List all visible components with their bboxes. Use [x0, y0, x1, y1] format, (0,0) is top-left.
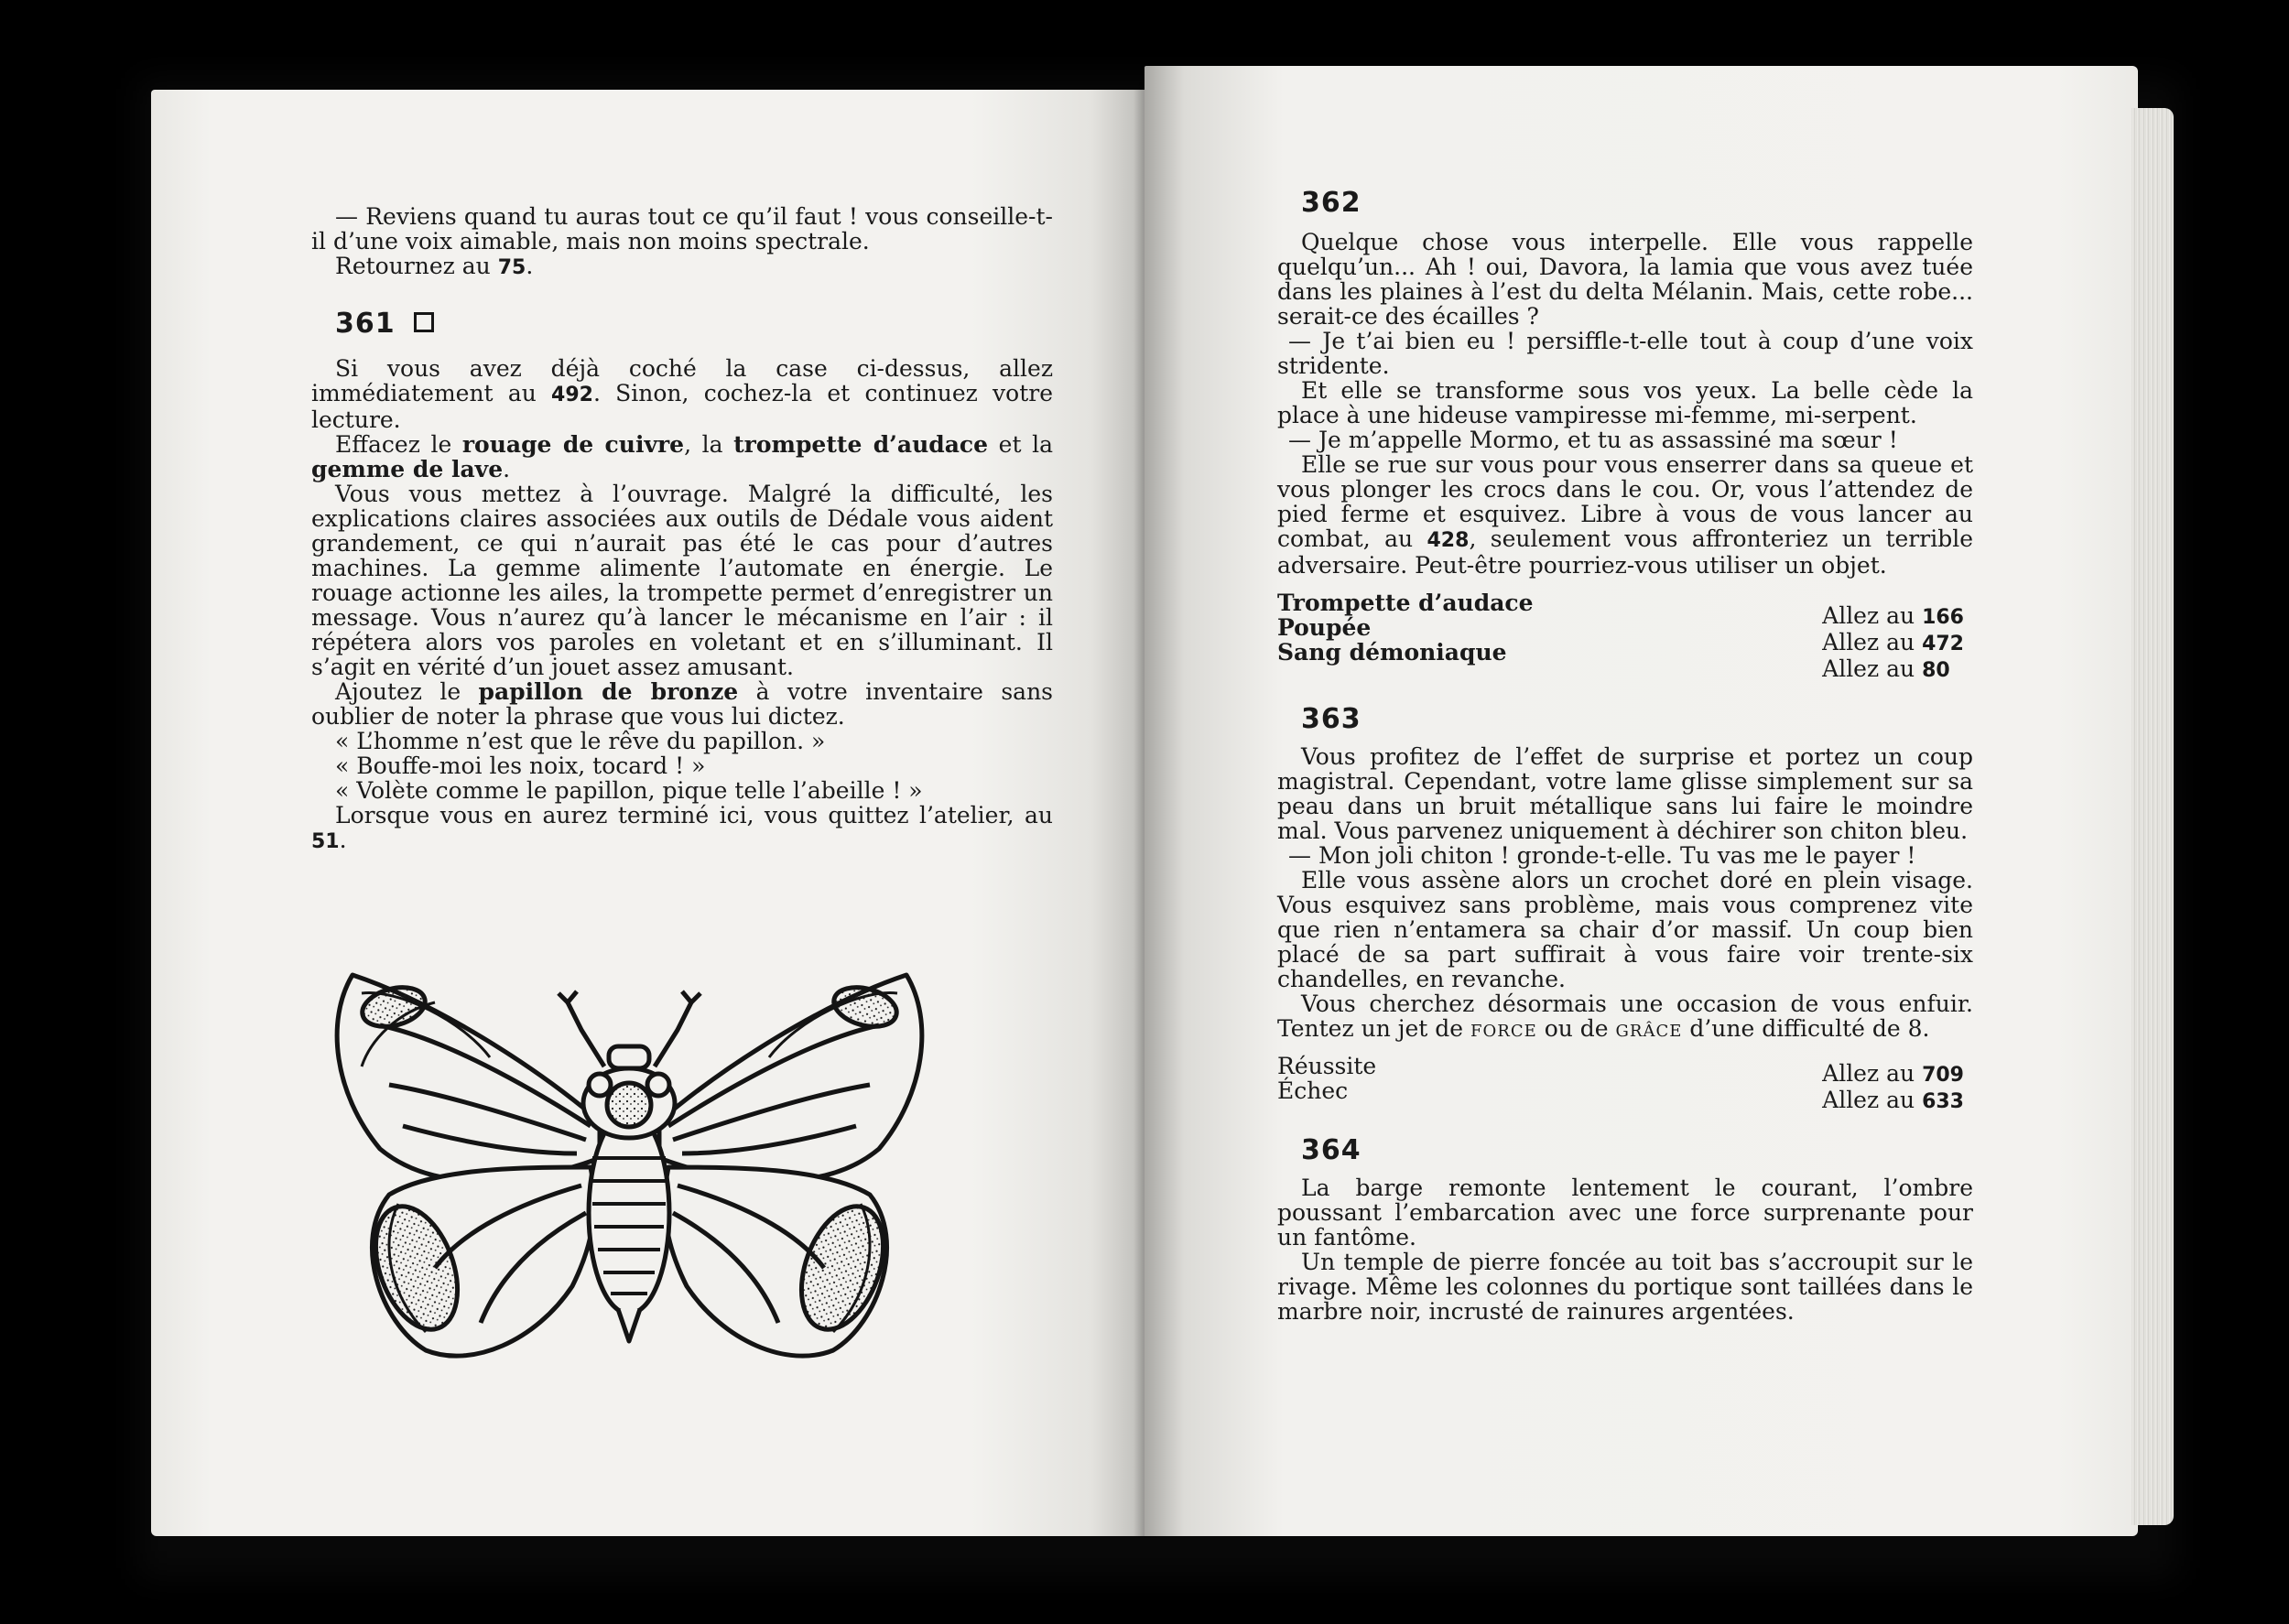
s361-p1-a: Si vous avez déjà coché la case ci-dessus, allez immédiatement au: [311, 355, 1053, 406]
goto-prefix: Allez au: [1822, 602, 1923, 629]
section-361-p4: [311, 679, 1053, 729]
s361-p2-a: Effacez le: [335, 431, 462, 458]
return-suffix: .: [526, 253, 534, 279]
s363-p4-a: Vous cherchez désormais une occasion de vous enfuir. Tentez un jet de: [1277, 991, 1973, 1042]
choice-label: Poupée: [1277, 614, 1372, 641]
section-361-p3: Vous vous mettez à l’ouvrage. Malgré la difficulté, les explications claires associées aux outils de Dédale vous aident grandement, ce qui n’aurait pas été le cas pour d’autres machines. La gemme alimente l’automate en énergie. Le rouage actionne les ailes, la trompette permet d’enregistrer un message. Vous n’aurez qu’à lancer le mécanisme en l’air : il répétera alors vos paroles en voletant et en s’illuminant. Il s’agit en vérité d’un jouet assez amusant.: [311, 481, 1053, 680]
goto-number[interactable]: 472: [1922, 633, 1964, 655]
item-rouage: rouage de cuivre: [461, 431, 685, 458]
item-trompette: trompette d’audace: [733, 431, 989, 458]
section-363-p3: Elle vous assène alors un crochet doré en plein visage. Vous esquivez sans problème, mais vous comprenez vite que rien n’entamera sa chair d’or massif. Un coup bien placé de sa part suffirait à vous faire voir trente-six chandelles, en revanche.: [1277, 867, 1973, 992]
section-361-p5: [311, 803, 1053, 854]
goto-number[interactable]: 166: [1922, 606, 1964, 629]
section-362-p5: [1277, 452, 1973, 578]
goto-number[interactable]: 709: [1922, 1064, 1964, 1087]
right-text: [1277, 187, 1973, 1325]
item-papillon: papillon de bronze: [478, 678, 739, 705]
s361-ref-51[interactable]: 51: [311, 830, 340, 853]
section-364-p1: La barge remonte lentement le courant, l’ombre poussant l’embarcation avec une force surprenante pour un fantôme.: [1277, 1175, 1973, 1250]
s362-p5-a: Elle se rue sur vous pour vous enserrer dans sa queue et vous plonger les crocs dans le cou. Or, vous l’attendez de pied ferme et esquivez. Libre à vous de vous lancer au combat, au: [1277, 451, 1973, 552]
choice-label: Sang démoniaque: [1277, 639, 1507, 666]
intro-return: [311, 254, 1053, 280]
section-362-heading: 362: [1301, 187, 1361, 219]
goto-number[interactable]: 633: [1922, 1090, 1964, 1113]
s361-p2-d: .: [503, 456, 511, 482]
choice-goto[interactable]: [1822, 603, 1964, 630]
goto-prefix: Allez au: [1822, 1087, 1923, 1113]
section-362-p3: Et elle se transforme sous vos yeux. La belle cède la place à une hideuse vampiresse mi-femme, mi-serpent.: [1277, 377, 1973, 428]
section-362-p2: — Je t’ai bien eu ! persiffle-t-elle tout à coup d’une voix stridente.: [1277, 328, 1973, 379]
s362-ref-428[interactable]: 428: [1427, 529, 1470, 552]
stat-force: force: [1470, 1015, 1537, 1042]
section-363-p2: — Mon joli chiton ! gronde-t-elle. Tu vas me le payer !: [1288, 842, 1916, 869]
section-361-heading: [311, 308, 1053, 340]
s361-p1-b: . Sinon, cochez-la et continuez votre lecture.: [311, 380, 1053, 433]
section-362-p4: — Je m’appelle Mormo, et tu as assassiné ma sœur !: [1288, 427, 1898, 453]
butterfly-illustration: [325, 938, 934, 1369]
choice-goto[interactable]: [1822, 630, 1964, 656]
section-364-heading: 364: [1301, 1134, 1361, 1166]
intro-paragraph: — Reviens quand tu auras tout ce qu’il faut ! vous conseille-t-il d’une voix aimable, mais non moins spectrale.: [311, 203, 1053, 254]
left-text: [311, 204, 1053, 854]
choice-label: Trompette d’audace: [1277, 590, 1534, 616]
section-362-choices: [1277, 590, 1973, 683]
s361-p2-b: , la: [684, 431, 734, 458]
goto-number[interactable]: 80: [1922, 659, 1950, 682]
s361-p5-a: Lorsque vous en aurez terminé ici, vous quittez l’atelier, au: [335, 802, 1053, 828]
quote-2: « Bouffe-moi les noix, tocard ! »: [335, 752, 706, 779]
choice-label: Échec: [1277, 1077, 1349, 1104]
return-prefix: Retournez au: [335, 253, 498, 279]
s361-p4-b: à votre inventaire sans oublier de noter la phrase que vous lui dictez.: [311, 678, 1053, 730]
section-361-p2: [311, 432, 1053, 482]
return-number[interactable]: 75: [497, 256, 526, 279]
choice-goto[interactable]: [1822, 656, 1964, 683]
s361-ref-492[interactable]: 492: [551, 384, 593, 406]
quote-1: « L’homme n’est que le rêve du papillon. »: [335, 728, 826, 754]
page-edges: [2132, 108, 2174, 1525]
section-361-number: 361: [335, 308, 396, 340]
section-361-p1: [311, 356, 1053, 432]
s361-p5-b: .: [339, 827, 347, 853]
section-363-p4: [1277, 991, 1973, 1041]
section-364-p2: Un temple de pierre foncée au toit bas s’accroupit sur le rivage. Même les colonnes du portique sont taillées dans le marbre noir, incrusté de rainures argentées.: [1277, 1249, 1973, 1325]
choice-goto[interactable]: [1822, 1061, 1964, 1088]
section-363-heading: 363: [1301, 703, 1361, 735]
choice-label: Réussite: [1277, 1053, 1377, 1079]
goto-prefix: Allez au: [1822, 629, 1923, 655]
quote-3: « Volète comme le papillon, pique telle l’abeille ! »: [335, 777, 923, 804]
section-363-choices: [1277, 1054, 1973, 1114]
checkbox-icon[interactable]: [414, 312, 434, 332]
item-gemme: gemme de lave: [311, 456, 504, 482]
stat-grace: grâce: [1615, 1015, 1683, 1042]
s363-p4-c: d’une difficulté de 8.: [1682, 1015, 1930, 1042]
choice-goto[interactable]: [1822, 1088, 1964, 1114]
s361-p4-a: Ajoutez le: [335, 678, 479, 705]
section-363-p1: Vous profitez de l’effet de surprise et portez un coup magistral. Cependant, votre lame glisse simplement sur sa peau dans un bruit métallique sans lui faire le moindre mal. Vous parvenez uniquement à déchirer son chiton bleu.: [1277, 743, 1973, 844]
s363-p4-b: ou de: [1536, 1015, 1616, 1042]
goto-prefix: Allez au: [1822, 1060, 1923, 1087]
s362-p5-b: , seulement vous affronteriez un terrible adversaire. Peut-être pourriez-vous utiliser un objet.: [1277, 525, 1973, 579]
section-362-p1: Quelque chose vous interpelle. Elle vous rappelle quelqu’un... Ah ! oui, Davora, la lamia que vous avez tuée dans les plaines à l’est du delta Mélanin. Mais, cette robe... serait-ce des écailles ?: [1277, 229, 1973, 330]
s361-p2-c: et la: [988, 431, 1053, 458]
goto-prefix: Allez au: [1822, 655, 1923, 682]
